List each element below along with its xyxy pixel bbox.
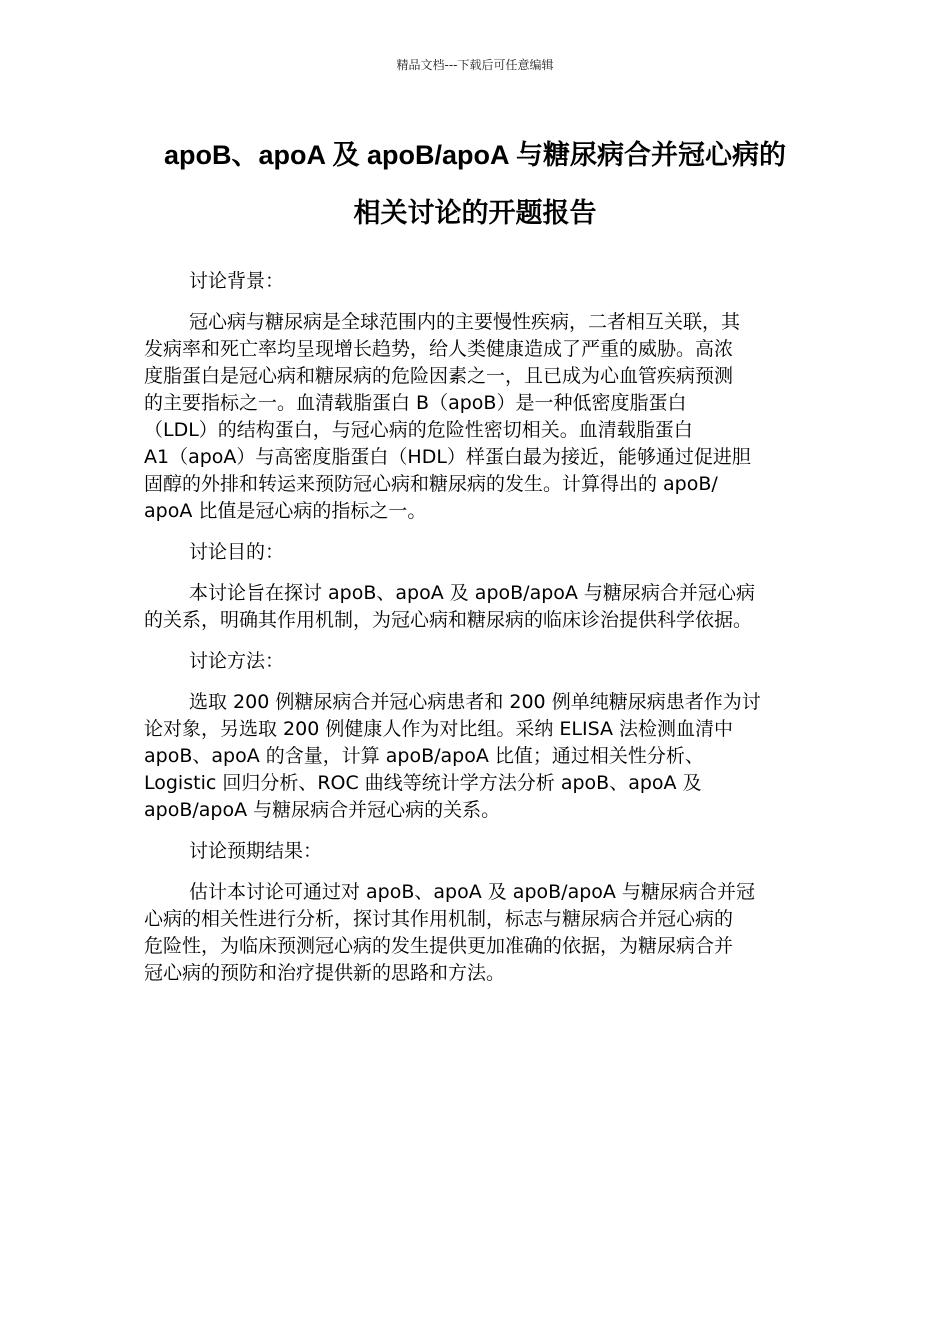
paragraph-line: 本讨论旨在探讨 apoB、apoA 及 apoB/apoA 与糖尿病合并冠心病	[189, 582, 755, 604]
paragraph-line: 冠心病与糖尿病是全球范围内的主要慢性疾病，二者相互关联，其	[189, 311, 741, 333]
paragraph-background	[144, 309, 810, 525]
paragraph-line: 度脂蛋白是冠心病和糖尿病的危险因素之一，且已成为心血管疾病预测	[144, 365, 734, 387]
paragraph-line: apoB/apoA 与糖尿病合并冠心病的关系。	[144, 799, 501, 821]
section-heading-expected-results: 讨论预期结果：	[189, 840, 323, 862]
paragraph-expected-results	[144, 879, 810, 987]
section-heading-background: 讨论背景：	[189, 270, 285, 292]
paragraph-line: A1（apoA）与高密度脂蛋白（HDL）样蛋白最为接近，能够通过促进胆	[144, 446, 751, 468]
document-body	[144, 268, 810, 1001]
paragraph-line: 发病率和死亡率均呈现增长趋势，给人类健康造成了严重的威胁。高浓	[144, 338, 734, 360]
section-heading-methods: 讨论方法：	[189, 650, 285, 672]
paragraph-line: （LDL）的结构蛋白，与冠心病的危险性密切相关。血清载脂蛋白	[144, 419, 693, 441]
paragraph-line: 的主要指标之一。血清载脂蛋白 B（apoB）是一种低密度脂蛋白	[144, 392, 687, 414]
paragraph-methods	[144, 689, 810, 824]
paragraph-line: 危险性，为临床预测冠心病的发生提供更加准确的依据，为糖尿病合并	[144, 935, 734, 957]
paragraph-line: apoA 比值是冠心病的指标之一。	[144, 500, 427, 522]
paragraph-line: 选取 200 例糖尿病合并冠心病患者和 200 例单纯糖尿病患者作为讨	[189, 691, 761, 713]
header-note: 精品文档---下载后可任意编辑	[396, 58, 554, 72]
document-title-line-1: apoB、apoA 及 apoB/apoA 与糖尿病合并冠心病的	[163, 140, 786, 170]
paragraph-line: 论对象，另选取 200 例健康人作为对比组。采纳 ELISA 法检测血清中	[144, 718, 734, 740]
paragraph-line: 冠心病的预防和治疗提供新的思路和方法。	[144, 962, 506, 984]
paragraph-line: apoB、apoA 的含量，计算 apoB/apoA 比值；通过相关性分析、	[144, 745, 704, 767]
document-title-line-2: 相关讨论的开题报告	[353, 198, 597, 228]
paragraph-line: 心病的相关性进行分析，探讨其作用机制，标志与糖尿病合并冠心病的	[144, 908, 734, 930]
paragraph-line: 固醇的外排和转运来预防冠心病和糖尿病的发生。计算得出的 apoB/	[144, 473, 718, 495]
paragraph-line: 估计本讨论可通过对 apoB、apoA 及 apoB/apoA 与糖尿病合并冠	[189, 881, 755, 903]
paragraph-line: 的关系，明确其作用机制，为冠心病和糖尿病的临床诊治提供科学依据。	[144, 609, 753, 631]
paragraph-line: Logistic 回归分析、ROC 曲线等统计学方法分析 apoB、apoA 及	[144, 772, 702, 794]
paragraph-purpose	[144, 580, 810, 634]
section-heading-purpose: 讨论目的：	[189, 541, 285, 563]
